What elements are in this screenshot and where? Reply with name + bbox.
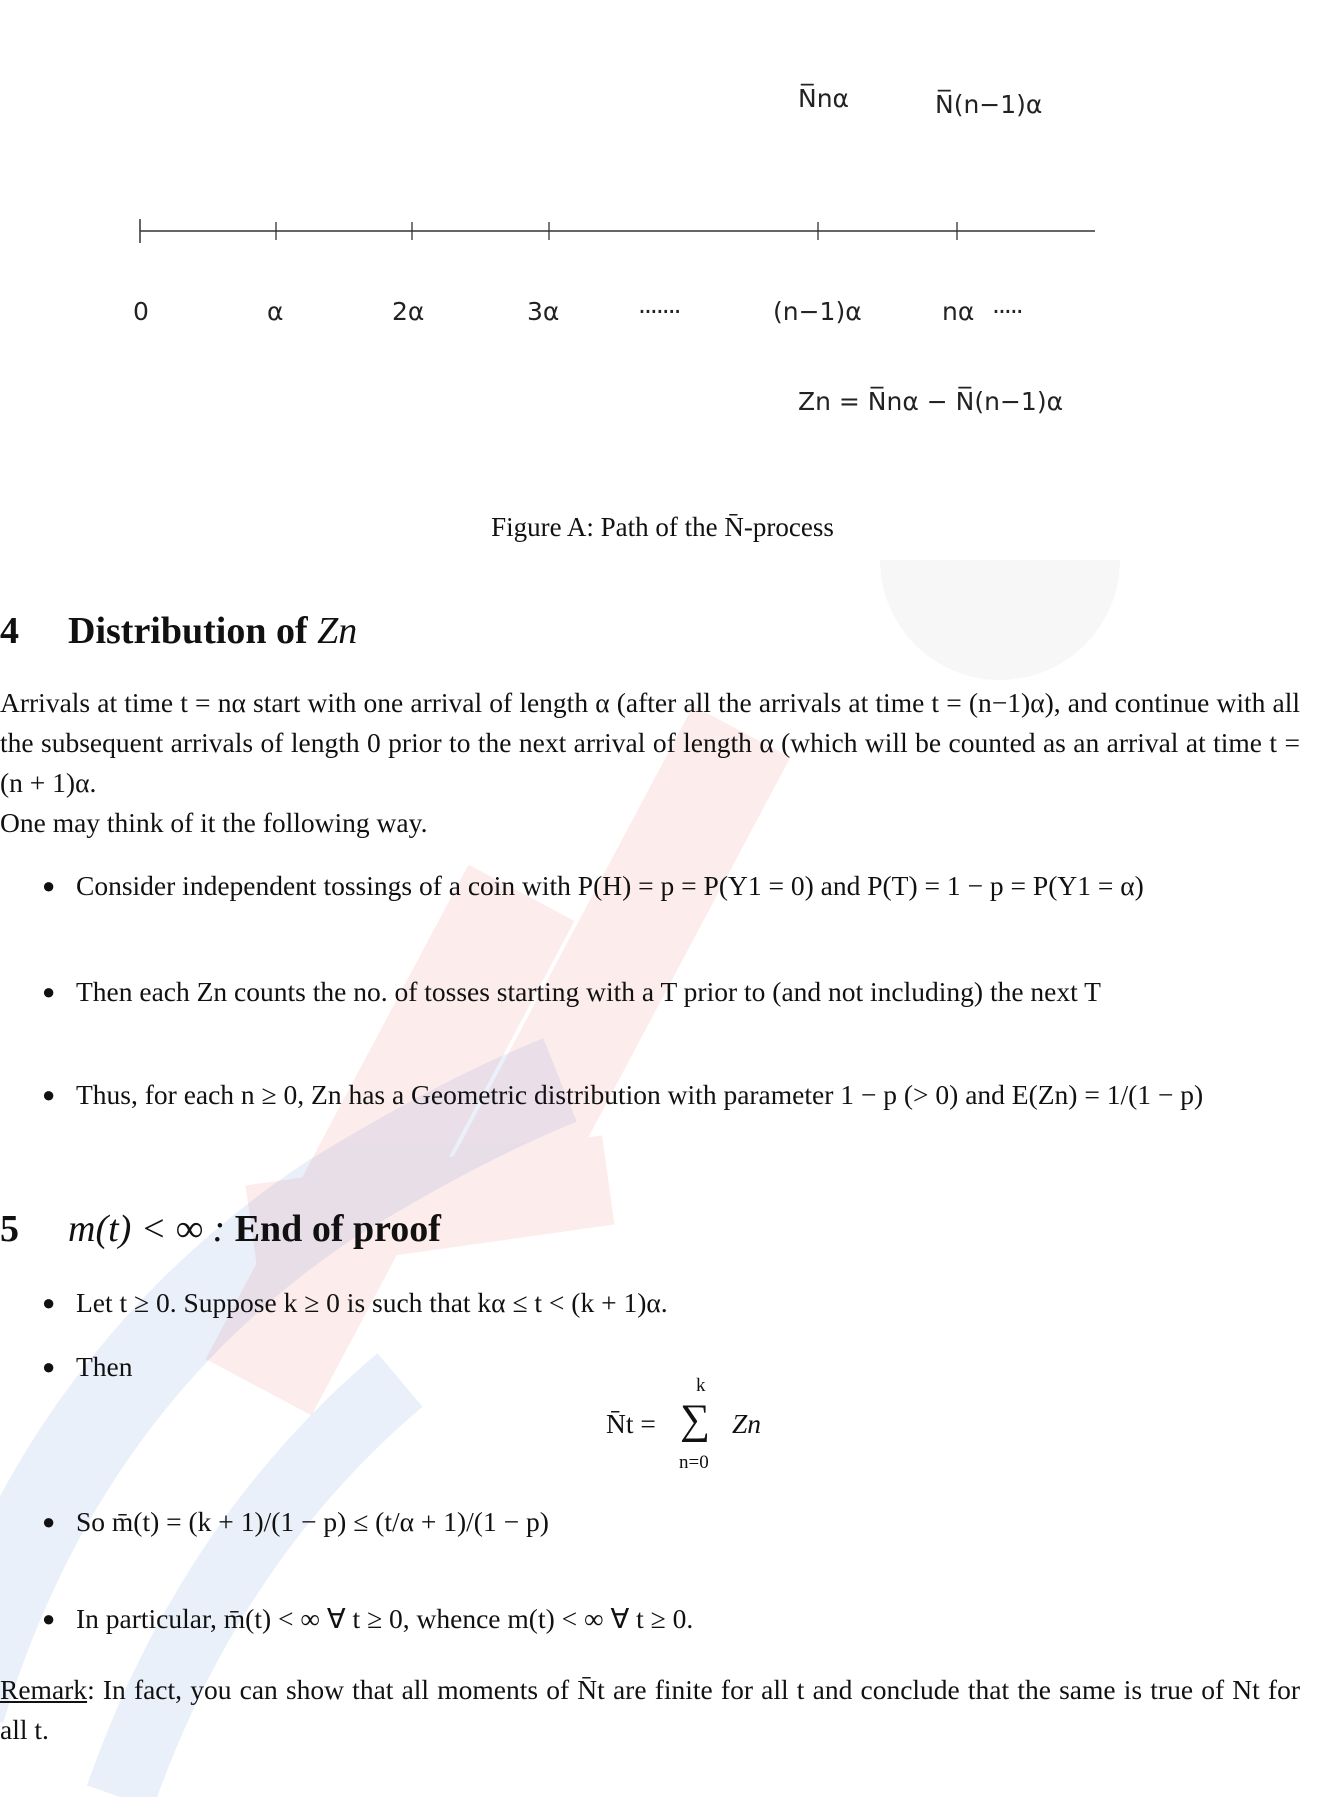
remark-text: : In fact, you can show that all moments of N̄t are finite for all t and conclude that the same is true of Nt for all t.: [0, 1674, 1300, 1745]
section-4-paragraph-2: One may think of it the following way.: [0, 807, 428, 838]
sum-upper-limit: k: [696, 1375, 706, 1396]
bullet-dot: ●: [42, 1509, 56, 1534]
section-5-title: End of proof: [234, 1208, 441, 1250]
bullet-dot: ●: [42, 1354, 56, 1379]
figure-a: [0, 0, 1325, 440]
list-item: [42, 1347, 1300, 1387]
bullet-text: So m̄(t) = (k + 1)/(1 − p) ≤ (t/α + 1)/(1 − p): [76, 1506, 549, 1537]
tick-label-0: 0: [133, 297, 149, 326]
remark-label: Remark: [0, 1674, 88, 1705]
section-5-heading: [0, 1207, 441, 1251]
label-n-bar-nalpha: N̅nα: [798, 84, 850, 113]
bullet-text: In particular, m̄(t) < ∞ ∀ t ≥ 0, whence m(t) < ∞ ∀ t ≥ 0.: [76, 1603, 694, 1634]
equation-lhs: N̄t =: [606, 1408, 656, 1439]
tick-ellipsis: ·······: [638, 297, 680, 326]
figure-caption: Figure A: Path of the N̄-process: [491, 512, 834, 542]
sum-symbol: ∑: [680, 1397, 710, 1443]
bullet-dot: ●: [42, 873, 56, 898]
bullet-dot: ●: [42, 1606, 56, 1631]
section-4-heading: [0, 609, 357, 653]
tick-ellipsis-end: ·····: [992, 297, 1022, 326]
bullet-dot: ●: [42, 1290, 56, 1315]
label-n-bar-n-minus-1-alpha: N̅(n−1)α: [935, 90, 1043, 119]
section-4-title: Distribution of: [68, 610, 308, 652]
bullet-text: Let t ≥ 0. Suppose k ≥ 0 is such that kα ≤ t < (k + 1)α.: [76, 1287, 668, 1318]
remark-paragraph: [0, 1670, 1300, 1750]
section-4-paragraph: Arrivals at time t = nα start with one arrival of length α (after all the arrivals at time t = (n−1)α), and continue with all the subsequent arrivals of length 0 prior to the next arrival of length α (which will be counted as an arrival at time t = (n + 1)α.: [0, 687, 1300, 798]
bullet-text: Consider independent tossings of a coin with P(H) = p = P(Y1 = 0) and P(T) = 1 − p = P(Y1 = α): [76, 870, 1144, 901]
section-5-title-math: m(t) < ∞ :: [68, 1208, 226, 1250]
list-item: [42, 1502, 1300, 1542]
bullet-text: Thus, for each n ≥ 0, Zn has a Geometric distribution with parameter 1 − p (> 0) and E(Zn) = 1/(1 − p): [76, 1079, 1204, 1110]
list-item: [42, 1283, 1300, 1323]
sum-lower-limit: n=0: [679, 1452, 709, 1473]
bullet-text: Then each Zn counts the no. of tosses starting with a T prior to (and not including) the next T: [76, 976, 1101, 1007]
list-item: [42, 1075, 1300, 1115]
zn-formula: Zn = N̅nα − N̅(n−1)α: [798, 387, 1064, 416]
tick-label-3alpha: 3α: [527, 297, 560, 326]
section-4-title-var: Zn: [317, 610, 358, 652]
list-item: [42, 1599, 1300, 1639]
bullet-dot: ●: [42, 1082, 56, 1107]
bullet-text: Then: [76, 1351, 133, 1382]
list-item: [42, 866, 1300, 906]
tick-label-alpha: α: [267, 297, 284, 326]
bullet-dot: ●: [42, 979, 56, 1004]
tick-label-nalpha: nα: [942, 297, 975, 326]
section-5-number: 5: [0, 1208, 19, 1250]
tick-label-n-minus-1-alpha: (n−1)α: [773, 297, 862, 326]
list-item: [42, 972, 1300, 1012]
section-4-number: 4: [0, 610, 19, 652]
tick-label-2alpha: 2α: [392, 297, 425, 326]
equation-rhs: Zn: [732, 1408, 762, 1439]
timeline-axis: [0, 0, 1325, 440]
